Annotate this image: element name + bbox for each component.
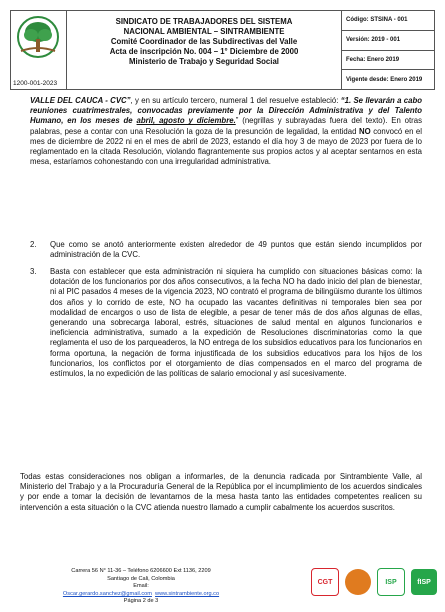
document-header [10,10,435,90]
email-label: Email: [133,583,149,590]
logo-code: 1200-001-2023 [13,80,58,87]
closing-paragraph: Todas estas consideraciones nos obligan a informarles, de la denuncia radicada por Sintrambiente Valle, al Ministerio del Trabajo y a la Procuraduría General de la República por el incumplimiento de los acuerdos sindicales y por ende a tomar la decisión de levantarnos de la mesa hasta tanto las entidades competentes realicen su intervención a esta situación o la CVC atienda nuestro llamado a cumplir cabalmente los acuerdos suscritos. [20,472,422,512]
meta-valid-from: Vigente desde: Enero 2019 [346,76,423,83]
continued-paragraph [30,96,422,173]
text-segment: ” (negrillas y subrayadas fuera del texto). En otras palabras, pese a contar con una Resolución la goza de la presunción de legalidad, la entidad [30,116,423,136]
footer-contact [56,568,226,606]
list-number: 3. [30,267,37,276]
ministerio-logo-icon [345,569,371,595]
text-segment: , y en su artículo tercero, numeral 1 del resuelve estableció: [130,96,341,105]
fisp-logo: fISP [411,569,437,595]
sintrambiente-logo [15,15,61,67]
no-emphasis: NO [358,126,371,136]
meta-date: Fecha: Enero 2019 [342,51,434,71]
title-line-3: Comité Coordinador de las Subdirectivas del Valle [110,37,298,46]
list-number: 2. [30,240,37,249]
header-meta [342,11,434,89]
website-link[interactable]: www.sintrambiente.org.co [155,590,220,597]
footer-city: Santiago de Cali, Colombia [107,575,175,582]
title-line-2: NACIONAL AMBIENTAL – SINTRAMBIENTE [123,27,285,36]
title-line-1: SINDICATO DE TRABAJADORES DEL SISTEMA [115,17,293,26]
title-line-4: Acta de inscripción No. 004 – 1° Diciembre de 2000 [109,47,299,56]
list-text: Que como se anotó anteriormente existen alrededor de 49 puntos que están siendo incumplidos por administración de la CVC. [50,240,422,260]
footer-address: Carrera 56 N° 11-36 – Teléfono 6206600 Ext 1136, 2209 [71,568,211,574]
list-item-2 [30,240,422,260]
page-number: Página 2 de 3 [123,598,159,605]
list-text: Basta con establecer que esta administración ni siquiera ha cumplido con situaciones básicas como: la dotación de los funcionarios por dos años consecutivos, a la fecha NO ha dado inicio del plan de bienestar, ni al PIC pasados 4 meses de la vigencia 2023, NO contrató el programa de bilingüismo durante los últimos dos años y lo corrido de este, NO ha ocupado las vacantes definitivas ni temporales bien sea por modalidad de encargos o uso de lista de elegible, a pesar de tener más de dos años algunas de ellas, generando una sobrecarga laboral, estrés, situaciones de salud mental en algunos funcionarios e ineficiencia administrativa, sumado a la expedición de Resoluciones discriminatorias como la que reglamenta el uso de los parqueaderos, la NO entrega de los subsidios educativos para los funcionarios en forma oportuna, la negación de forma injustificada de los subsidios educativos para los hijos de los funcionarios, los conflictos por el otorgamiento de días compensados en el marco del programa de estímulos, la no expedición de las políticas de salario emocional y así sucesivamente. [50,267,422,379]
email-link[interactable]: Oscar.gerardo.sanchez@gmail.com [62,590,152,597]
cvc-reference: VALLE DEL CAUCA - CVC” [30,96,131,105]
cgt-logo: CGT [311,568,339,596]
quoted-resolution: “1. Se llevarán a cabo reuniones cuatrimestrales, convocadas previamente por la Dirección Administrativa y del Talento Humano, en los meses de [30,96,422,126]
meta-code: Código: STSINA - 001 [342,11,434,31]
isp-logo: ISP [377,568,405,596]
title-line-5: Ministerio de Trabajo y Seguridad Social [129,57,279,66]
header-title [67,11,342,89]
logo-cell [11,11,67,89]
meta-version: Versión: 2019 - 001 [342,31,434,51]
document-footer [0,568,445,612]
partner-logos [311,568,437,596]
text-segment: convocó en el mes de diciembre de 2022 ni en el mes de abril de 2023, estando el día hoy 3 de mayo de 2023 por fuera de lo reglamentado en la citada Resolución, violando flagrantemente sus propios actos y al aceptar sentarnos en esta mesa, estaríamos cohonestando con una irregularidad administrativa. [30,126,423,167]
list-item-3 [30,267,422,379]
footer-links [56,583,226,598]
paragraph-item-1-continued [30,96,422,167]
months-emphasis: abril, agosto y diciembre. [136,116,236,126]
